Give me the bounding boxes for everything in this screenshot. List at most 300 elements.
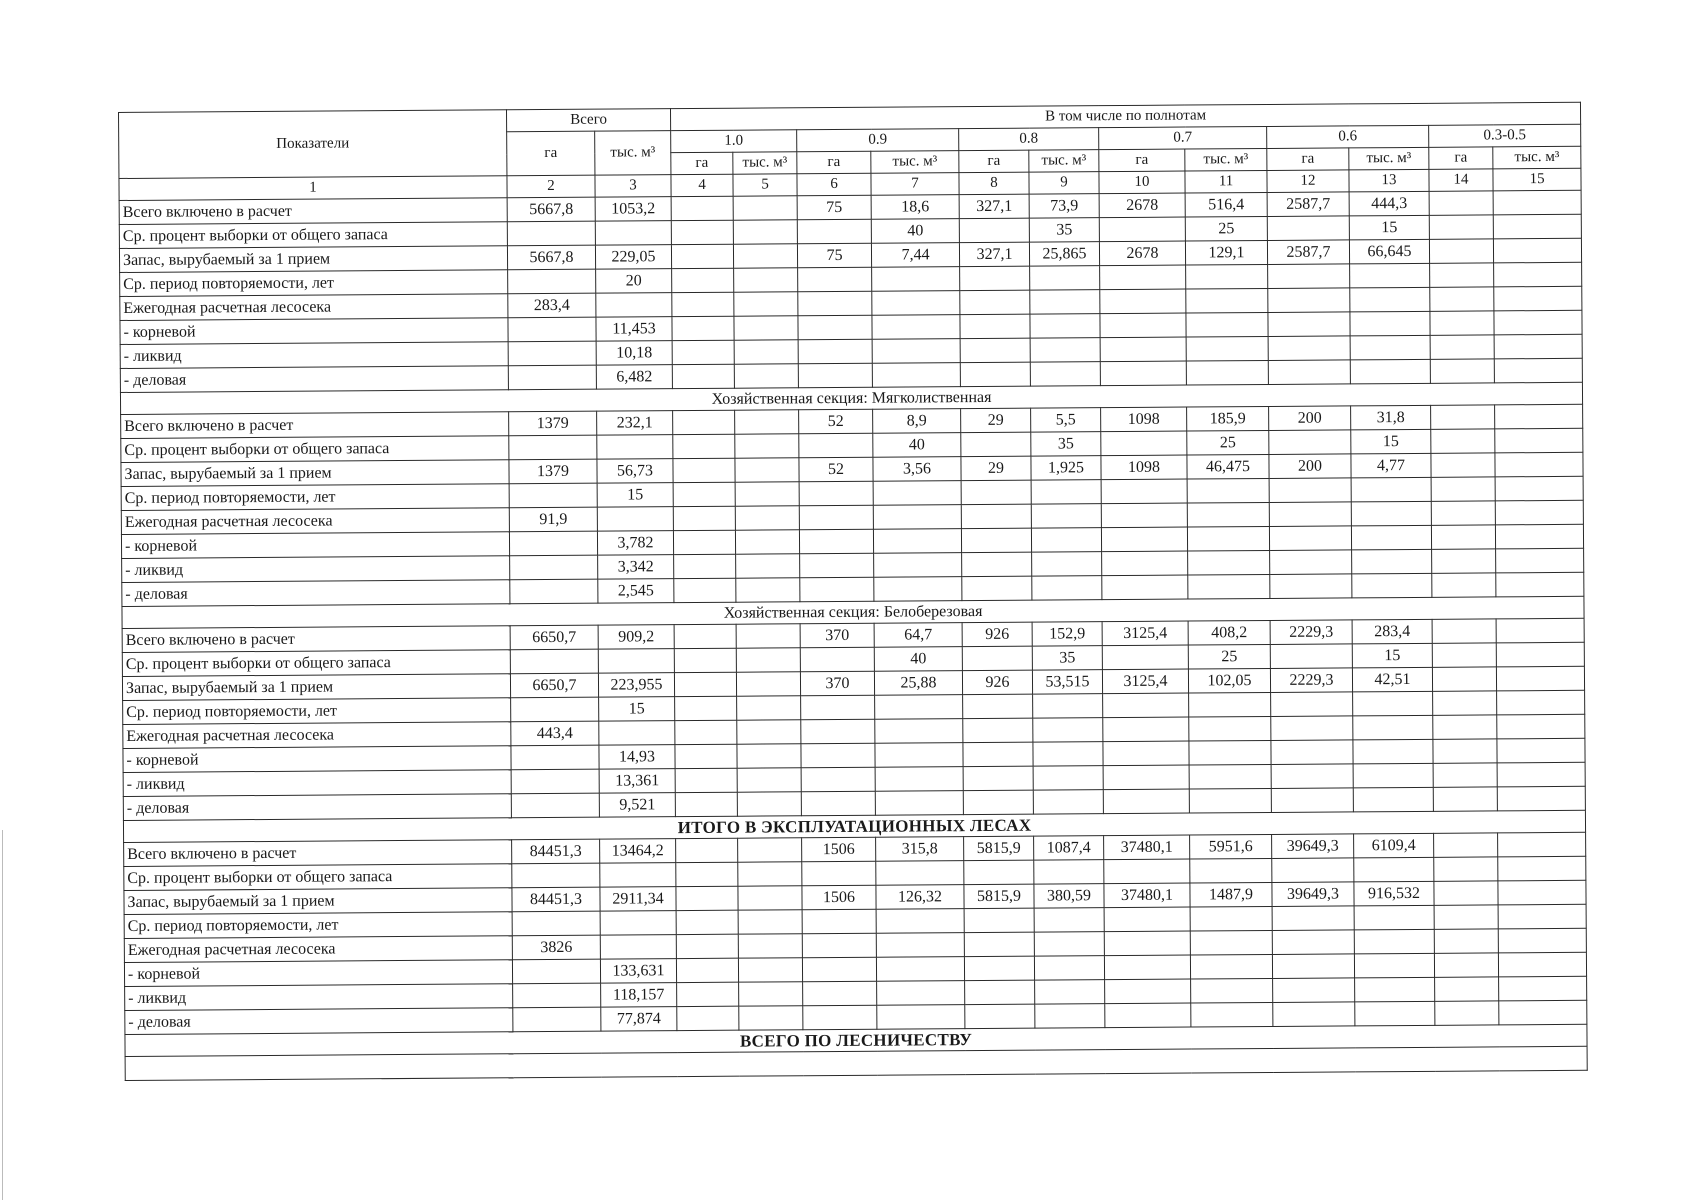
table-cell [674, 648, 736, 672]
header-subcol-volume: тыс. м³ [1493, 146, 1581, 169]
table-cell: 408,2 [1188, 620, 1270, 645]
table-cell [964, 932, 1034, 956]
table-cell [1496, 642, 1584, 667]
table-cell [1493, 190, 1581, 215]
table-cell [800, 577, 874, 602]
header-subcol-volume: тыс. м³ [1185, 148, 1267, 171]
table-cell: 15 [597, 483, 673, 508]
table-cell: 283,4 [1352, 619, 1432, 644]
table-cell [1434, 905, 1498, 929]
table-cell [508, 341, 596, 366]
table-cell [1271, 788, 1353, 813]
table-cell: 5667,8 [507, 197, 595, 222]
column-number: 12 [1267, 170, 1349, 193]
table-cell [737, 792, 801, 816]
table-cell [734, 340, 798, 364]
table-cell: 91,9 [509, 507, 597, 532]
table-cell: 8,9 [873, 409, 961, 434]
table-cell [1494, 334, 1582, 359]
table-cell: 15 [1352, 643, 1432, 668]
table-cell: 185,9 [1187, 406, 1269, 431]
table-cell [672, 292, 734, 316]
table-cell [1429, 191, 1493, 215]
column-number: 14 [1429, 169, 1493, 191]
table-cell [1495, 476, 1583, 501]
table-cell [1271, 692, 1353, 717]
table-cell [1270, 574, 1352, 599]
table-cell [1032, 576, 1102, 600]
table-cell [1354, 953, 1434, 978]
column-number: 10 [1099, 171, 1185, 194]
row-label: Ежегодная расчетная лесосека [123, 722, 511, 749]
table-cell [675, 696, 737, 720]
table-cell [736, 624, 800, 648]
table-cell [1033, 790, 1103, 814]
row-label: - ликвид [125, 984, 513, 1011]
table-cell: 66,645 [1349, 239, 1429, 264]
table-cell [671, 244, 733, 268]
table-cell [735, 506, 799, 530]
table-cell [1191, 1002, 1273, 1027]
table-cell [1104, 931, 1190, 956]
table-cell: 1098 [1101, 407, 1187, 432]
table-cell: 9,521 [599, 793, 675, 818]
header-density-1-0: 1.0 [671, 130, 797, 153]
table-cell [1498, 832, 1586, 857]
table-cell: 5815,9 [964, 836, 1034, 860]
header-subcol-ha: га [959, 150, 1029, 172]
table-cell [674, 578, 736, 602]
table-cell: 2,545 [598, 579, 674, 604]
table-cell [734, 268, 798, 292]
column-number: 2 [507, 175, 595, 198]
table-cell [1100, 313, 1186, 338]
table-cell [738, 862, 802, 886]
table-cell [963, 742, 1033, 766]
table-cell [1269, 430, 1351, 455]
table-cell [1186, 264, 1268, 289]
row-label: Запас, вырубаемый за 1 прием [124, 888, 512, 915]
table-cell [1498, 904, 1586, 929]
table-cell: 20 [596, 269, 672, 294]
table-cell: 29 [961, 456, 1031, 480]
row-label: Ср. процент выборки от общего запаса [119, 222, 507, 249]
table-cell [802, 861, 876, 886]
column-number: 1 [119, 176, 507, 201]
table-cell [738, 910, 802, 934]
table-cell [963, 790, 1033, 814]
table-cell [1271, 764, 1353, 789]
table-cell [1268, 360, 1350, 385]
table-cell: 52 [799, 409, 873, 434]
table-cell [1434, 857, 1498, 881]
table-cell [512, 959, 600, 984]
table-cell [1189, 716, 1271, 741]
table-cell [1495, 404, 1583, 429]
table-cell: 15 [1349, 215, 1429, 240]
table-cell [960, 290, 1030, 314]
table-cell [1433, 739, 1497, 763]
table-cell [1493, 238, 1581, 263]
row-label: - деловая [120, 366, 508, 393]
table-cell [672, 340, 734, 364]
table-cell: 3826 [512, 935, 600, 960]
header-subcol-volume: тыс. м³ [871, 151, 959, 174]
table-cell [1269, 502, 1351, 527]
table-cell [1495, 428, 1583, 453]
table-cell [1498, 880, 1586, 905]
header-total-ha: га [507, 131, 595, 176]
table-cell: 1,925 [1031, 456, 1101, 480]
table-cell [1495, 524, 1583, 549]
table-cell: 5,5 [1031, 408, 1101, 432]
table-cell [512, 863, 600, 888]
table-cell [1190, 954, 1272, 979]
table-cell [673, 506, 735, 530]
table-cell [1269, 526, 1351, 551]
row-label: - деловая [122, 580, 510, 607]
table-cell: 200 [1269, 406, 1351, 431]
table-cell [1272, 858, 1354, 883]
table-cell: 232,1 [597, 411, 673, 436]
row-label: Запас, вырубаемый за 1 прием [121, 460, 509, 487]
table-cell [874, 577, 962, 602]
table-cell [599, 721, 675, 746]
table-cell [507, 221, 595, 246]
header-density-0-9: 0.9 [797, 129, 959, 152]
table-cell [673, 434, 735, 458]
table-cell [597, 507, 673, 532]
table-cell: 6650,7 [510, 625, 598, 650]
table-cell [736, 672, 800, 696]
table-cell: 1379 [509, 459, 597, 484]
row-label: Ср. процент выборки от общего запаса [124, 864, 512, 891]
table-cell [512, 911, 600, 936]
table-cell [1350, 311, 1430, 336]
table-cell [1496, 548, 1584, 573]
table-cell [511, 697, 599, 722]
table-cell: 6650,7 [510, 673, 598, 698]
table-cell [734, 316, 798, 340]
row-label: Всего включено в расчет [121, 412, 509, 439]
table-cell [1494, 262, 1582, 287]
table-body [119, 190, 1587, 1080]
table-cell [872, 267, 960, 292]
table-cell: 2587,7 [1267, 192, 1349, 217]
table-cell: 52 [799, 457, 873, 482]
column-number: 3 [595, 175, 671, 198]
table-cell [1268, 312, 1350, 337]
table-cell: 3125,4 [1102, 621, 1188, 646]
document-sheet [118, 102, 1587, 1081]
table-cell [735, 434, 799, 458]
table-cell: 1506 [802, 885, 876, 910]
table-cell [1351, 501, 1431, 526]
table-cell [801, 791, 875, 816]
column-number: 4 [671, 174, 733, 196]
table-cell [1189, 764, 1271, 789]
table-cell [1187, 502, 1269, 527]
row-label: - ликвид [120, 342, 508, 369]
table-cell [673, 410, 735, 434]
table-cell [1432, 619, 1496, 643]
table-cell: 223,955 [598, 673, 674, 698]
table-cell [1496, 572, 1584, 597]
table-cell [1496, 618, 1584, 643]
table-cell [1030, 266, 1100, 290]
table-cell [673, 458, 735, 482]
table-cell: 909,2 [598, 625, 674, 650]
table-cell: 2229,3 [1270, 620, 1352, 645]
table-cell [1497, 738, 1585, 763]
header-indicators: Показатели [119, 110, 507, 179]
table-cell [737, 768, 801, 792]
table-cell: 11,453 [596, 317, 672, 342]
table-cell [508, 269, 596, 294]
table-cell [961, 528, 1031, 552]
table-cell [1353, 691, 1433, 716]
row-label: - корневой [120, 318, 508, 345]
table-cell [739, 982, 803, 1006]
table-cell [963, 694, 1033, 718]
table-cell [873, 481, 961, 506]
table-cell [798, 363, 872, 388]
table-cell: 916,532 [1354, 881, 1434, 906]
table-cell [1103, 741, 1189, 766]
table-cell [799, 433, 873, 458]
table-cell [802, 933, 876, 958]
row-label: Всего включено в расчет [119, 198, 507, 225]
table-cell [1499, 1000, 1587, 1025]
table-cell [1352, 549, 1432, 574]
table-cell [1435, 1001, 1499, 1025]
table-cell [735, 458, 799, 482]
table-cell: 1506 [802, 837, 876, 862]
table-cell [798, 267, 872, 292]
table-cell [1187, 526, 1269, 551]
table-cell [511, 745, 599, 770]
table-cell [1104, 859, 1190, 884]
table-cell [1268, 264, 1350, 289]
table-cell [1353, 739, 1433, 764]
table-cell [1102, 645, 1188, 670]
table-cell: 926 [962, 670, 1032, 694]
table-cell: 75 [797, 195, 871, 220]
table-cell [1033, 766, 1103, 790]
table-cell: 315,8 [876, 837, 964, 862]
table-cell [1435, 977, 1499, 1001]
table-cell [801, 719, 875, 744]
table-cell [962, 552, 1032, 576]
row-label: - корневой [121, 532, 509, 559]
table-cell [964, 908, 1034, 932]
table-cell [1434, 929, 1498, 953]
table-cell [672, 316, 734, 340]
table-cell [875, 767, 963, 792]
table-cell [676, 958, 738, 982]
table-cell: 327,1 [959, 242, 1029, 266]
table-cell [962, 646, 1032, 670]
table-cell [1351, 477, 1431, 502]
table-cell: 5667,8 [507, 245, 595, 270]
table-cell [876, 861, 964, 886]
header-density-0-6: 0.6 [1267, 125, 1429, 148]
table-cell [875, 695, 963, 720]
table-cell [676, 838, 738, 862]
row-label: Запас, вырубаемый за 1 прием [119, 246, 507, 273]
table-cell [1105, 979, 1191, 1004]
table-cell [1493, 214, 1581, 239]
table-cell [1035, 1004, 1105, 1028]
table-cell: 6109,4 [1354, 833, 1434, 858]
table-cell [964, 956, 1034, 980]
table-cell [872, 315, 960, 340]
table-cell [737, 744, 801, 768]
table-cell [1497, 786, 1585, 811]
table-cell [798, 291, 872, 316]
table-cell [802, 909, 876, 934]
table-cell [508, 365, 596, 390]
table-cell [672, 268, 734, 292]
table-cell [1268, 336, 1350, 361]
table-cell: 516,4 [1185, 192, 1267, 217]
row-label: Ср. процент выборки от общего запаса [121, 436, 509, 463]
header-total: Всего [506, 109, 670, 132]
table-cell [876, 933, 964, 958]
table-cell: 2678 [1099, 193, 1185, 218]
table-cell [677, 1006, 739, 1030]
table-cell [1272, 930, 1354, 955]
table-cell: 25 [1187, 430, 1269, 455]
table-cell [965, 980, 1035, 1004]
table-cell: 35 [1032, 646, 1102, 670]
table-cell [674, 624, 736, 648]
table-cell [1031, 504, 1101, 528]
table-cell [1100, 337, 1186, 362]
table-cell [735, 410, 799, 434]
table-cell [1350, 287, 1430, 312]
table-cell: 1487,9 [1190, 882, 1272, 907]
table-cell: 2678 [1099, 241, 1185, 266]
table-cell [1186, 312, 1268, 337]
table-cell: 37480,1 [1104, 835, 1190, 860]
table-cell: 129,1 [1185, 240, 1267, 265]
table-cell [803, 1005, 877, 1030]
table-cell [1270, 550, 1352, 575]
table-cell [1354, 857, 1434, 882]
table-cell [801, 695, 875, 720]
section-title: Хозяйственная секция: Белоберезовая [122, 596, 1584, 628]
section-title: ИТОГО В ЭКСПЛУАТАЦИОННЫХ ЛЕСАХ [123, 810, 1585, 842]
table-cell [799, 505, 873, 530]
table-cell [1103, 693, 1189, 718]
table-cell [799, 529, 873, 554]
table-cell [877, 1005, 965, 1030]
table-cell: 229,05 [595, 245, 671, 270]
table-cell [1101, 431, 1187, 456]
row-label: Ежегодная расчетная лесосека [124, 936, 512, 963]
table-cell [737, 696, 801, 720]
table-cell [1272, 906, 1354, 931]
table-cell [600, 911, 676, 936]
table-cell: 46,475 [1187, 454, 1269, 479]
table-cell: 39649,3 [1272, 882, 1354, 907]
table-cell [733, 196, 797, 220]
table-cell [509, 531, 597, 556]
table-cell [1432, 549, 1496, 573]
table-cell [1034, 932, 1104, 956]
header-total-volume: тыс. м³ [595, 131, 671, 176]
table-cell [1104, 955, 1190, 980]
table-cell [1101, 503, 1187, 528]
table-cell [675, 792, 737, 816]
table-cell: 13,361 [599, 769, 675, 794]
table-cell [1271, 740, 1353, 765]
table-cell [1030, 314, 1100, 338]
table-cell [1350, 335, 1430, 360]
header-subcol-ha: га [1099, 149, 1185, 172]
table-cell: 3,342 [598, 555, 674, 580]
table-cell [876, 957, 964, 982]
table-cell [800, 647, 874, 672]
table-cell [676, 910, 738, 934]
table-cell [736, 578, 800, 602]
table-cell [1433, 763, 1497, 787]
table-cell [1190, 930, 1272, 955]
table-cell [596, 293, 672, 318]
table-cell: 2229,3 [1270, 668, 1352, 693]
table-cell [738, 886, 802, 910]
table-cell [1031, 480, 1101, 504]
table-cell: 1087,4 [1034, 836, 1104, 860]
table-cell [672, 364, 734, 388]
table-cell: 25 [1188, 644, 1270, 669]
table-cell [733, 244, 797, 268]
table-cell [1030, 338, 1100, 362]
table-cell [798, 339, 872, 364]
table-cell: 73,9 [1029, 194, 1099, 218]
table-cell [963, 766, 1033, 790]
table-cell: 84451,3 [512, 887, 600, 912]
table-cell [1430, 311, 1494, 335]
table-cell [510, 579, 598, 604]
table-cell [874, 553, 962, 578]
table-cell [1100, 361, 1186, 386]
table-cell: 15 [599, 697, 675, 722]
table-cell: 133,631 [600, 959, 676, 984]
table-cell [961, 432, 1031, 456]
table-cell [1187, 478, 1269, 503]
table-cell: 13464,2 [600, 839, 676, 864]
table-cell [735, 530, 799, 554]
table-cell [1434, 953, 1498, 977]
table-cell [676, 934, 738, 958]
row-label: - деловая [125, 1008, 513, 1035]
table-cell [1498, 856, 1586, 881]
table-cell [1351, 525, 1431, 550]
table-cell [1431, 477, 1495, 501]
header-subcol-ha: га [1267, 148, 1349, 171]
table-cell: 15 [1351, 429, 1431, 454]
table-cell [1034, 956, 1104, 980]
table-cell [673, 482, 735, 506]
table-cell [1350, 359, 1430, 384]
table-cell [1189, 788, 1271, 813]
table-cell [1271, 716, 1353, 741]
table-cell [798, 315, 872, 340]
table-cell [961, 504, 1031, 528]
table-cell: 35 [1029, 218, 1099, 242]
